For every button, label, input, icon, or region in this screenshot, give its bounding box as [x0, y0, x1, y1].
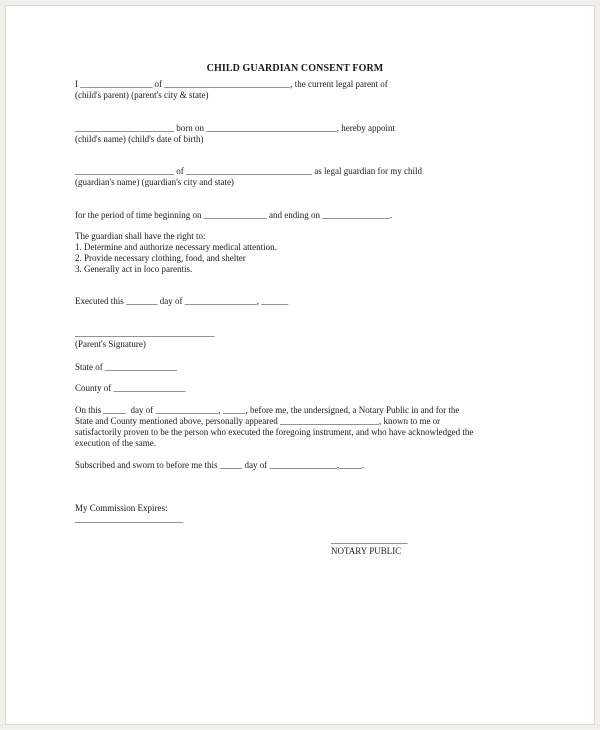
right-item-1: 1. Determine and authorize necessary medical attention. [75, 242, 277, 252]
right-item-3: 3. Generally act in loco parentis. [75, 264, 193, 274]
form-title: CHILD GUARDIAN CONSENT FORM [206, 63, 384, 74]
period-line: for the period of time beginning on ______________ and ending on _______________. [75, 210, 392, 220]
notary-signature-rule: _________________ [331, 535, 408, 545]
child-caption: (child's name) (child's date of birth) [75, 134, 204, 144]
notary-paragraph-line-4: execution of the same. [75, 438, 156, 448]
parent-line: I ________________ of ____________________________, the current legal parent of [75, 79, 388, 89]
guardian-caption: (guardian's name) (guardian's city and state) [75, 177, 234, 187]
state-line: State of ________________ [75, 362, 177, 372]
notary-paragraph-line-3: satisfactorily proven to be the person who executed the foregoing instrument, and who have acknowledged the [75, 427, 474, 437]
child-line: ______________________ born on _____________________________, hereby appoint [75, 123, 395, 133]
parent-caption: (child's parent) (parent's city & state) [75, 90, 209, 100]
notary-public-caption: NOTARY PUBLIC [331, 546, 402, 556]
notary-paragraph-line-2: State and County mentioned above, personally appeared ______________________, known to me or [75, 416, 441, 426]
right-item-2: 2. Provide necessary clothing, food, and shelter [75, 253, 246, 263]
subscribed-line: Subscribed and sworn to before me this _____ day of _______________,_____. [75, 460, 364, 470]
commission-rule: ________________________ [75, 514, 183, 524]
signature-caption: (Parent's Signature) [75, 339, 146, 349]
executed-line: Executed this _______ day of ________________, ______ [75, 296, 289, 306]
commission-label: My Commission Expires: [75, 503, 168, 513]
notary-paragraph-line-1: On this _____ day of ______________, _____, before me, the undersigned, a Notary Public in and for the [75, 405, 460, 415]
guardian-line: ______________________ of ____________________________ as legal guardian for my child [75, 166, 422, 176]
rights-intro: The guardian shall have the right to: [75, 231, 206, 241]
signature-rule: _______________________________ [75, 328, 215, 338]
county-line: County of ________________ [75, 383, 186, 393]
